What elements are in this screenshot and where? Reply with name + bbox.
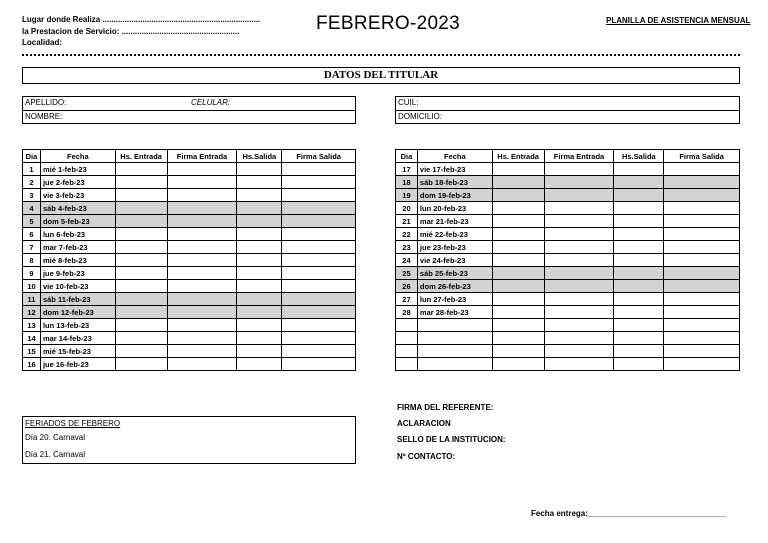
firma-entrada-cell[interactable] <box>544 176 614 189</box>
table-row <box>396 306 740 319</box>
firma-salida-cell[interactable] <box>282 189 356 202</box>
hs-salida-cell[interactable] <box>237 306 282 319</box>
hs-entrada-cell[interactable] <box>492 163 544 176</box>
dia-cell: 9 <box>23 267 41 280</box>
col-firma-entrada: Firma Entrada <box>544 150 614 163</box>
table-row <box>23 306 356 319</box>
firma-entrada-cell[interactable] <box>544 163 614 176</box>
table-row <box>23 189 356 202</box>
fecha-cell: jue 23-feb-23 <box>417 241 492 254</box>
table-row <box>23 293 356 306</box>
hs-entrada-cell[interactable] <box>492 215 544 228</box>
col-hs-salida: Hs.Salida <box>614 150 664 163</box>
hs-entrada-cell[interactable] <box>492 293 544 306</box>
table-header-row <box>396 150 740 163</box>
cuil-row <box>396 97 739 110</box>
hs-entrada-cell[interactable] <box>115 163 167 176</box>
firma-salida-cell[interactable] <box>664 319 740 332</box>
table-row <box>396 358 740 371</box>
hs-entrada-cell[interactable] <box>115 345 167 358</box>
sello-institucion: SELLO DE LA INSTITUCION: <box>397 435 506 444</box>
dia-cell: 6 <box>23 228 41 241</box>
table-row <box>396 254 740 267</box>
dia-cell: 27 <box>396 293 418 306</box>
firma-salida-cell[interactable] <box>282 254 356 267</box>
table-row <box>396 241 740 254</box>
hs-salida-cell[interactable] <box>237 293 282 306</box>
hs-salida-cell[interactable] <box>237 241 282 254</box>
firma-entrada-cell[interactable] <box>167 202 237 215</box>
table-row <box>396 163 740 176</box>
hs-entrada-cell[interactable] <box>115 254 167 267</box>
table-row <box>23 163 356 176</box>
table-row <box>23 202 356 215</box>
dia-cell: 17 <box>396 163 418 176</box>
hs-salida-cell[interactable] <box>614 241 664 254</box>
firma-entrada-cell[interactable] <box>544 228 614 241</box>
hs-salida-cell[interactable] <box>614 202 664 215</box>
dia-cell: 13 <box>23 319 41 332</box>
firma-entrada-cell[interactable] <box>167 319 237 332</box>
firma-entrada-cell[interactable] <box>544 202 614 215</box>
hs-entrada-cell[interactable] <box>492 267 544 280</box>
prestacion-line: la Prestacion de Servicio: ..................................................... <box>22 26 240 36</box>
nombre-label: NOMBRE: <box>25 112 63 121</box>
firma-salida-cell[interactable] <box>282 293 356 306</box>
dia-cell: 24 <box>396 254 418 267</box>
fecha-cell: mié 8-feb-23 <box>40 254 115 267</box>
hs-salida-cell[interactable] <box>614 358 664 371</box>
firma-entrada-cell[interactable] <box>167 267 237 280</box>
hs-salida-cell[interactable] <box>237 228 282 241</box>
hs-salida-cell[interactable] <box>614 254 664 267</box>
fecha-cell <box>417 332 492 345</box>
table-row <box>396 293 740 306</box>
fecha-cell: lun 20-feb-23 <box>417 202 492 215</box>
table-row <box>23 358 356 371</box>
fecha-cell: dom 26-feb-23 <box>417 280 492 293</box>
table-row <box>396 267 740 280</box>
hs-entrada-cell[interactable] <box>115 358 167 371</box>
table-row <box>23 319 356 332</box>
titular-heading: DATOS DEL TITULAR <box>22 67 740 84</box>
dia-cell: 19 <box>396 189 418 202</box>
hs-entrada-cell[interactable] <box>492 306 544 319</box>
firma-referente: FIRMA DEL REFERENTE: <box>397 403 494 412</box>
firma-salida-cell[interactable] <box>664 163 740 176</box>
col-dia: Dia <box>23 150 41 163</box>
firma-entrada-cell[interactable] <box>167 280 237 293</box>
hs-salida-cell[interactable] <box>237 215 282 228</box>
feriados-box <box>22 416 356 464</box>
firma-entrada-cell[interactable] <box>544 254 614 267</box>
hs-salida-cell[interactable] <box>237 332 282 345</box>
fecha-cell: vie 24-feb-23 <box>417 254 492 267</box>
celular-label: CELULAR: <box>191 98 231 107</box>
fecha-cell: lun 6-feb-23 <box>40 228 115 241</box>
table-row <box>23 332 356 345</box>
dia-cell: 23 <box>396 241 418 254</box>
firma-entrada-cell[interactable] <box>167 215 237 228</box>
domicilio-label: DOMICILIO: <box>398 112 443 121</box>
hs-entrada-cell[interactable] <box>115 280 167 293</box>
fecha-entrega: Fecha entrega:_______________________________ <box>531 509 726 518</box>
hs-salida-cell[interactable] <box>614 176 664 189</box>
dia-cell <box>396 345 418 358</box>
dia-cell: 28 <box>396 306 418 319</box>
dia-cell: 15 <box>23 345 41 358</box>
hs-salida-cell[interactable] <box>237 254 282 267</box>
fecha-cell: vie 17-feb-23 <box>417 163 492 176</box>
numero-contacto: Nº CONTACTO: <box>397 452 456 461</box>
fecha-cell: vie 10-feb-23 <box>40 280 115 293</box>
fecha-cell: mié 1-feb-23 <box>40 163 115 176</box>
firma-entrada-cell[interactable] <box>167 176 237 189</box>
hs-salida-cell[interactable] <box>614 228 664 241</box>
hs-salida-cell[interactable] <box>614 163 664 176</box>
firma-entrada-cell[interactable] <box>167 306 237 319</box>
hs-salida-cell[interactable] <box>237 176 282 189</box>
cuil-label: CUIL: <box>398 98 419 107</box>
fecha-cell: dom 19-feb-23 <box>417 189 492 202</box>
firma-salida-cell[interactable] <box>664 332 740 345</box>
fecha-cell: mar 7-feb-23 <box>40 241 115 254</box>
table-row <box>396 215 740 228</box>
hs-entrada-cell[interactable] <box>492 319 544 332</box>
hs-entrada-cell[interactable] <box>115 306 167 319</box>
dia-cell: 4 <box>23 202 41 215</box>
firma-entrada-cell[interactable] <box>167 332 237 345</box>
firma-entrada-cell[interactable] <box>544 189 614 202</box>
dia-cell: 5 <box>23 215 41 228</box>
dotted-divider <box>22 54 740 56</box>
col-hs-entrada: Hs. Entrada <box>115 150 167 163</box>
firma-entrada-cell[interactable] <box>167 254 237 267</box>
fecha-cell: jue 2-feb-23 <box>40 176 115 189</box>
hs-entrada-cell[interactable] <box>115 267 167 280</box>
firma-entrada-cell[interactable] <box>544 215 614 228</box>
dia-cell: 1 <box>23 163 41 176</box>
feriados-title: FERIADOS DE FEBRERO <box>25 419 121 428</box>
fecha-cell: vie 3-feb-23 <box>40 189 115 202</box>
hs-entrada-cell[interactable] <box>115 202 167 215</box>
titular-info-left <box>22 96 356 124</box>
firma-entrada-cell[interactable] <box>167 163 237 176</box>
fecha-cell: lun 27-feb-23 <box>417 293 492 306</box>
hs-entrada-cell[interactable] <box>492 332 544 345</box>
firma-salida-cell[interactable] <box>282 358 356 371</box>
nombre-row <box>23 110 355 123</box>
firma-salida-cell[interactable] <box>664 189 740 202</box>
hs-entrada-cell[interactable] <box>492 241 544 254</box>
fecha-cell: dom 5-feb-23 <box>40 215 115 228</box>
dia-cell: 18 <box>396 176 418 189</box>
firma-entrada-cell[interactable] <box>167 358 237 371</box>
table-row <box>23 280 356 293</box>
table-row <box>23 254 356 267</box>
fecha-cell <box>417 345 492 358</box>
form-title: PLANILLA DE ASISTENCIA MENSUAL <box>606 16 751 25</box>
dia-cell: 20 <box>396 202 418 215</box>
col-hs-salida: Hs.Salida <box>237 150 282 163</box>
apellido-label: APELLIDO: <box>25 98 67 107</box>
attendance-table-left <box>22 149 356 371</box>
fecha-cell: sáb 18-feb-23 <box>417 176 492 189</box>
dia-cell: 14 <box>23 332 41 345</box>
hs-entrada-cell[interactable] <box>115 176 167 189</box>
hs-entrada-cell[interactable] <box>115 332 167 345</box>
hs-salida-cell[interactable] <box>614 280 664 293</box>
hs-entrada-cell[interactable] <box>115 319 167 332</box>
fecha-cell: mar 14-feb-23 <box>40 332 115 345</box>
firma-entrada-cell[interactable] <box>544 280 614 293</box>
hs-salida-cell[interactable] <box>614 332 664 345</box>
fecha-cell: dom 12-feb-23 <box>40 306 115 319</box>
dia-cell <box>396 332 418 345</box>
col-firma-salida: Firma Salida <box>664 150 740 163</box>
dia-cell: 2 <box>23 176 41 189</box>
firma-salida-cell[interactable] <box>664 358 740 371</box>
firma-salida-cell[interactable] <box>664 306 740 319</box>
aclaracion: ACLARACION <box>397 419 451 428</box>
firma-salida-cell[interactable] <box>282 202 356 215</box>
titular-info-right <box>395 96 740 124</box>
firma-entrada-cell[interactable] <box>167 241 237 254</box>
hs-entrada-cell[interactable] <box>115 215 167 228</box>
fecha-cell: sáb 25-feb-23 <box>417 267 492 280</box>
hs-entrada-cell[interactable] <box>492 254 544 267</box>
hs-entrada-cell[interactable] <box>492 345 544 358</box>
hs-salida-cell[interactable] <box>237 267 282 280</box>
hs-entrada-cell[interactable] <box>115 228 167 241</box>
hs-salida-cell[interactable] <box>614 319 664 332</box>
firma-salida-cell[interactable] <box>282 215 356 228</box>
firma-salida-cell[interactable] <box>282 176 356 189</box>
firma-entrada-cell[interactable] <box>167 189 237 202</box>
fecha-cell: jue 9-feb-23 <box>40 267 115 280</box>
firma-salida-cell[interactable] <box>282 306 356 319</box>
firma-salida-cell[interactable] <box>282 319 356 332</box>
firma-entrada-cell[interactable] <box>544 293 614 306</box>
hs-entrada-cell[interactable] <box>492 228 544 241</box>
localidad-line: Localidad: <box>22 38 63 47</box>
fecha-cell: sáb 4-feb-23 <box>40 202 115 215</box>
feriado-item: Día 20. Carnaval <box>25 433 86 442</box>
firma-entrada-cell[interactable] <box>544 267 614 280</box>
col-firma-entrada: Firma Entrada <box>167 150 237 163</box>
hs-salida-cell[interactable] <box>237 280 282 293</box>
firma-entrada-cell[interactable] <box>167 228 237 241</box>
firma-salida-cell[interactable] <box>664 280 740 293</box>
col-fecha: Fecha <box>40 150 115 163</box>
firma-salida-cell[interactable] <box>664 202 740 215</box>
firma-salida-cell[interactable] <box>664 176 740 189</box>
firma-salida-cell[interactable] <box>282 332 356 345</box>
table-header-row <box>23 150 356 163</box>
fecha-cell: jue 16-feb-23 <box>40 358 115 371</box>
apellido-row <box>23 97 355 110</box>
hs-entrada-cell[interactable] <box>115 189 167 202</box>
hs-salida-cell[interactable] <box>614 189 664 202</box>
table-row <box>23 241 356 254</box>
hs-entrada-cell[interactable] <box>492 202 544 215</box>
hs-entrada-cell[interactable] <box>492 358 544 371</box>
firma-entrada-cell[interactable] <box>544 332 614 345</box>
dia-cell: 8 <box>23 254 41 267</box>
dia-cell: 26 <box>396 280 418 293</box>
firma-salida-cell[interactable] <box>282 241 356 254</box>
hs-entrada-cell[interactable] <box>492 176 544 189</box>
hs-salida-cell[interactable] <box>614 345 664 358</box>
dia-cell: 12 <box>23 306 41 319</box>
fecha-cell: mar 28-feb-23 <box>417 306 492 319</box>
hs-entrada-cell[interactable] <box>492 280 544 293</box>
dia-cell: 22 <box>396 228 418 241</box>
dia-cell <box>396 319 418 332</box>
firma-salida-cell[interactable] <box>664 215 740 228</box>
hs-salida-cell[interactable] <box>237 163 282 176</box>
header-info <box>22 14 282 49</box>
table-row <box>23 228 356 241</box>
hs-salida-cell[interactable] <box>237 202 282 215</box>
fecha-cell: mar 21-feb-23 <box>417 215 492 228</box>
table-row <box>396 189 740 202</box>
hs-salida-cell[interactable] <box>237 319 282 332</box>
table-row <box>23 176 356 189</box>
fecha-cell: mié 15-feb-23 <box>40 345 115 358</box>
fecha-cell <box>417 358 492 371</box>
col-dia: Dia <box>396 150 418 163</box>
page-title: FEBRERO-2023 <box>316 13 461 34</box>
fecha-cell: sáb 11-feb-23 <box>40 293 115 306</box>
dia-cell <box>396 358 418 371</box>
table-row <box>396 345 740 358</box>
feriado-item: Día 21. Carnaval <box>25 449 86 459</box>
firma-entrada-cell[interactable] <box>544 241 614 254</box>
table-row <box>23 267 356 280</box>
fecha-cell: mié 22-feb-23 <box>417 228 492 241</box>
hs-salida-cell[interactable] <box>237 358 282 371</box>
dia-cell: 3 <box>23 189 41 202</box>
fecha-cell <box>417 319 492 332</box>
fecha-cell: lun 13-feb-23 <box>40 319 115 332</box>
table-row <box>396 202 740 215</box>
firma-salida-cell[interactable] <box>282 163 356 176</box>
dia-cell: 10 <box>23 280 41 293</box>
firma-salida-cell[interactable] <box>282 228 356 241</box>
hs-salida-cell[interactable] <box>237 345 282 358</box>
hs-salida-cell[interactable] <box>237 189 282 202</box>
firma-salida-cell[interactable] <box>664 345 740 358</box>
domicilio-row <box>396 110 739 123</box>
firma-salida-cell[interactable] <box>664 267 740 280</box>
table-row <box>396 176 740 189</box>
table-row <box>396 319 740 332</box>
dia-cell: 11 <box>23 293 41 306</box>
hs-entrada-cell[interactable] <box>115 293 167 306</box>
attendance-table-right <box>395 149 740 371</box>
firma-salida-cell[interactable] <box>664 241 740 254</box>
firma-entrada-cell[interactable] <box>167 293 237 306</box>
hs-salida-cell[interactable] <box>614 306 664 319</box>
hs-entrada-cell[interactable] <box>492 189 544 202</box>
firma-entrada-cell[interactable] <box>167 345 237 358</box>
firma-salida-cell[interactable] <box>282 280 356 293</box>
dia-cell: 16 <box>23 358 41 371</box>
table-row <box>396 280 740 293</box>
dia-cell: 25 <box>396 267 418 280</box>
table-row <box>23 215 356 228</box>
hs-entrada-cell[interactable] <box>115 241 167 254</box>
firma-salida-cell[interactable] <box>664 254 740 267</box>
col-hs-entrada: Hs. Entrada <box>492 150 544 163</box>
table-row <box>23 345 356 358</box>
hs-salida-cell[interactable] <box>614 215 664 228</box>
firma-entrada-cell[interactable] <box>544 358 614 371</box>
firma-salida-cell[interactable] <box>282 345 356 358</box>
firma-salida-cell[interactable] <box>664 228 740 241</box>
firma-salida-cell[interactable] <box>282 267 356 280</box>
dia-cell: 7 <box>23 241 41 254</box>
dia-cell: 21 <box>396 215 418 228</box>
table-row <box>396 332 740 345</box>
hs-salida-cell[interactable] <box>614 267 664 280</box>
firma-entrada-cell[interactable] <box>544 319 614 332</box>
col-fecha: Fecha <box>417 150 492 163</box>
table-row <box>396 228 740 241</box>
col-firma-salida: Firma Salida <box>282 150 356 163</box>
firma-entrada-cell[interactable] <box>544 345 614 358</box>
lugar-line: Lugar donde Realiza ....................................................................... <box>22 15 261 24</box>
hs-salida-cell[interactable] <box>614 293 664 306</box>
firma-salida-cell[interactable] <box>664 293 740 306</box>
firma-entrada-cell[interactable] <box>544 306 614 319</box>
